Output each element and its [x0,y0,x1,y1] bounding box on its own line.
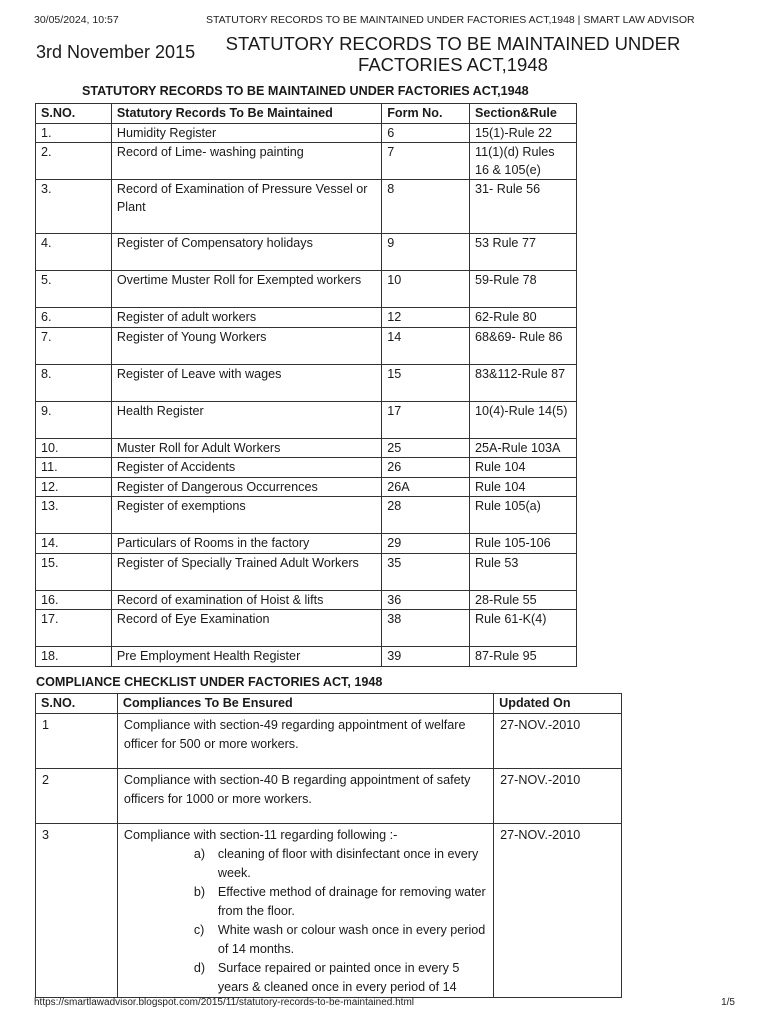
row-updated-on: 27-NOV.-2010 [494,713,622,768]
row-section-rule: 62-Rule 80 [470,308,577,328]
row-record-name: Health Register [111,401,381,438]
row-form-no: 39 [382,647,470,667]
header-compliance: Compliances To Be Ensured [117,694,493,714]
header-sno: S.NO. [36,104,112,124]
row-section-rule: 28-Rule 55 [470,590,577,610]
row-form-no: 25 [382,438,470,458]
header-sno: S.NO. [36,694,118,714]
table-row [36,458,577,478]
header-updated-on: Updated On [494,694,622,714]
row-record-name: Humidity Register [111,123,381,143]
compliance-text: Compliance with section-11 regarding following :- [123,827,398,842]
table-row [36,534,577,554]
row-form-no: 26 [382,458,470,478]
row-sno: 13. [36,497,112,534]
compliance-table [35,693,622,998]
row-section-rule: 10(4)-Rule 14(5) [470,401,577,438]
table-row [36,768,622,823]
table-row [36,590,577,610]
row-sno: 8. [36,364,112,401]
row-form-no: 7 [382,143,470,180]
row-section-rule: Rule 105-106 [470,534,577,554]
row-sno: 6. [36,308,112,328]
compliance-text: Compliance with section-40 B regarding appointment of safety officers for 1000 or more workers. [123,772,471,806]
sub-item-text: White wash or colour wash once in every period of 14 months. [217,922,486,956]
row-form-no: 10 [382,271,470,308]
row-compliance [117,768,493,823]
sub-item [194,921,489,959]
row-record-name: Muster Roll for Adult Workers [111,438,381,458]
table-row [36,713,622,768]
header-form-no: Form No. [382,104,470,124]
table-row [36,180,577,234]
table-row [36,234,577,271]
row-sno: 11. [36,458,112,478]
row-section-rule: Rule 61-K(4) [470,610,577,647]
table-row [36,438,577,458]
sub-item-label: a) [193,846,206,861]
row-form-no: 9 [382,234,470,271]
row-sno: 2 [36,768,118,823]
row-form-no: 38 [382,610,470,647]
page-url: https://smartlawadvisor.blogspot.com/2015/11/statutory-records-to-be-maintained.html [34,997,414,1008]
table-row [36,308,577,328]
row-section-rule: Rule 53 [470,553,577,590]
row-section-rule: 25A-Rule 103A [470,438,577,458]
table-row [36,497,577,534]
row-section-rule: 59-Rule 78 [470,271,577,308]
row-record-name: Record of Examination of Pressure Vessel or Plant [111,180,381,234]
print-timestamp: 30/05/2024, 10:57 [34,14,119,26]
table-row [36,477,577,497]
row-form-no: 6 [382,123,470,143]
row-sno: 18. [36,647,112,667]
row-record-name: Particulars of Rooms in the factory [111,534,381,554]
row-section-rule: Rule 104 [470,458,577,478]
row-sno: 16. [36,590,112,610]
row-sno: 17. [36,610,112,647]
table-row [36,327,577,364]
table-row [36,401,577,438]
table-row [36,610,577,647]
row-record-name: Overtime Muster Roll for Exempted workers [111,271,381,308]
row-form-no: 26A [382,477,470,497]
print-page-title: STATUTORY RECORDS TO BE MAINTAINED UNDER FACTORIES ACT,1948 | SMART LAW ADVISOR [206,14,695,26]
row-record-name: Register of Accidents [111,458,381,478]
row-compliance [117,713,493,768]
row-form-no: 29 [382,534,470,554]
row-sno: 7. [36,327,112,364]
sub-item-text: Surface repaired or painted once in every 5 years & cleaned once in every period of 14 [217,960,460,994]
sub-item-text: cleaning of floor with disinfectant once in every week. [217,846,479,880]
row-section-rule: 87-Rule 95 [470,647,577,667]
print-footer [34,997,735,1011]
row-sno: 14. [36,534,112,554]
row-section-rule: 31- Rule 56 [470,180,577,234]
row-sno: 9. [36,401,112,438]
sub-item-text: Effective method of drainage for removing water from the floor. [217,884,486,918]
header-section-rule: Section&Rule [470,104,577,124]
row-updated-on: 27-NOV.-2010 [494,768,622,823]
row-sno: 5. [36,271,112,308]
row-sno: 12. [36,477,112,497]
row-sno: 15. [36,553,112,590]
row-form-no: 17 [382,401,470,438]
row-record-name: Register of exemptions [111,497,381,534]
table-row [36,823,622,997]
row-section-rule: Rule 105(a) [470,497,577,534]
row-sno: 1 [36,713,118,768]
row-record-name: Register of Specially Trained Adult Workers [111,553,381,590]
row-compliance [117,823,493,997]
table-row [36,123,577,143]
row-form-no: 14 [382,327,470,364]
row-record-name: Record of Eye Examination [111,610,381,647]
table-row [36,271,577,308]
print-header [34,14,738,28]
row-section-rule: Rule 104 [470,477,577,497]
row-record-name: Record of examination of Hoist & lifts [111,590,381,610]
row-section-rule: 68&69- Rule 86 [470,327,577,364]
records-header-row [36,104,577,124]
row-record-name: Register of Dangerous Occurrences [111,477,381,497]
row-record-name: Record of Lime- washing painting [111,143,381,180]
row-sno: 4. [36,234,112,271]
post-title: STATUTORY RECORDS TO BE MAINTAINED UNDER FACTORIES ACT,1948 [225,33,681,75]
row-sno: 3 [36,823,118,997]
row-section-rule: 15(1)-Rule 22 [470,123,577,143]
records-table [35,103,577,667]
table-row [36,553,577,590]
row-section-rule: 83&112-Rule 87 [470,364,577,401]
row-record-name: Register of Compensatory holidays [111,234,381,271]
row-sno: 3. [36,180,112,234]
row-sno: 2. [36,143,112,180]
sub-item-label: d) [193,960,206,975]
post-date: 3rd November 2015 [36,42,196,62]
row-record-name: Register of Young Workers [111,327,381,364]
row-sno: 10. [36,438,112,458]
sub-item-label: c) [193,922,205,937]
compliance-header-row [36,694,622,714]
sub-item [194,883,489,921]
table-row [36,364,577,401]
row-record-name: Pre Employment Health Register [111,647,381,667]
row-section-rule: 53 Rule 77 [470,234,577,271]
row-record-name: Register of Leave with wages [111,364,381,401]
sub-item [194,845,489,883]
sub-item-label: b) [193,884,206,899]
row-form-no: 28 [382,497,470,534]
row-form-no: 36 [382,590,470,610]
table-row [36,647,577,667]
row-updated-on: 27-NOV.-2010 [494,823,622,997]
table-row [36,143,577,180]
row-section-rule: 11(1)(d) Rules 16 & 105(e) [470,143,577,180]
records-heading: STATUTORY RECORDS TO BE MAINTAINED UNDER FACTORIES ACT,1948 [82,84,529,98]
row-form-no: 12 [382,308,470,328]
row-form-no: 8 [382,180,470,234]
row-form-no: 35 [382,553,470,590]
page-number: 1/5 [721,997,735,1008]
sub-item-list [124,845,489,997]
header-record: Statutory Records To Be Maintained [111,104,381,124]
row-sno: 1. [36,123,112,143]
row-record-name: Register of adult workers [111,308,381,328]
sub-item [194,959,489,997]
row-form-no: 15 [382,364,470,401]
compliance-heading: COMPLIANCE CHECKLIST UNDER FACTORIES ACT, 1948 [36,675,383,689]
compliance-text: Compliance with section-49 regarding appointment of welfare officer for 500 or more workers. [123,717,466,751]
